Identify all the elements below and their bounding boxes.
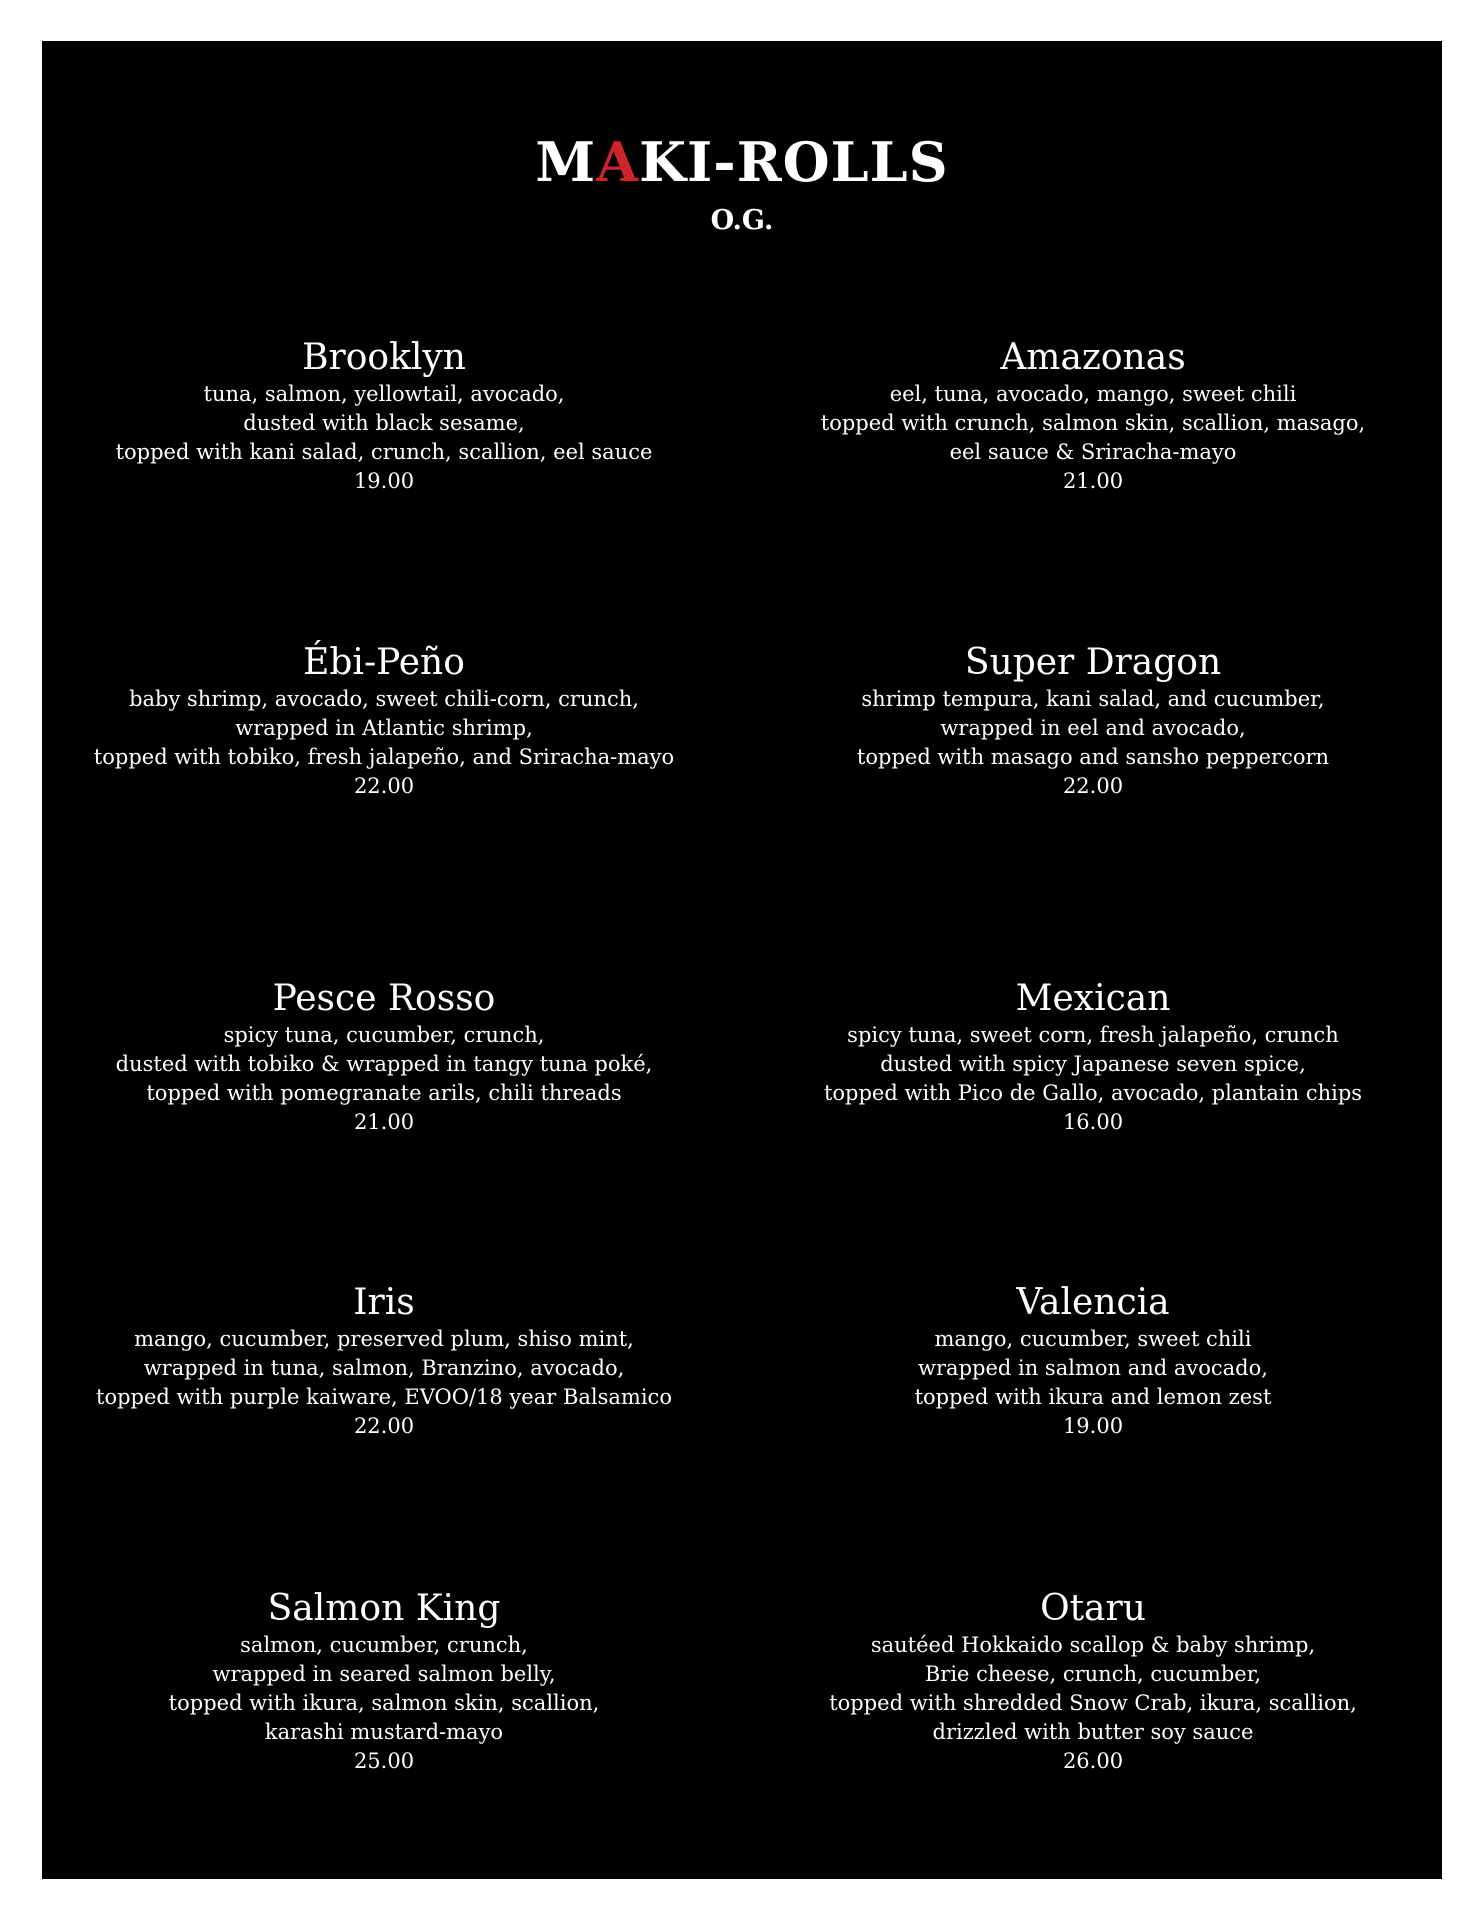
- item-description-line: topped with shredded Snow Crab, ikura, scallion,: [829, 1691, 1357, 1715]
- item-description-line: wrapped in salmon and avocado,: [918, 1356, 1268, 1380]
- item-description-line: eel sauce & Sriracha-mayo: [949, 440, 1237, 464]
- item-name: Salmon King: [267, 1588, 501, 1629]
- item-name: Ébi-Peño: [303, 642, 465, 683]
- item-description-line: topped with kani salad, crunch, scallion, eel sauce: [115, 440, 653, 464]
- item-name: Otaru: [1040, 1588, 1146, 1629]
- item-price: 22.00: [1062, 774, 1124, 798]
- menu-item-ebi-peno: [64, 641, 704, 801]
- item-description: [773, 685, 1413, 772]
- item-price: 22.00: [353, 774, 415, 798]
- item-description-line: topped with pomegranate arils, chili threads: [146, 1081, 622, 1105]
- item-name: Brooklyn: [302, 337, 466, 378]
- item-description-line: topped with ikura and lemon zest: [914, 1385, 1272, 1409]
- item-description-line: topped with purple kaiware, EVOO/18 year Balsamico: [96, 1385, 672, 1409]
- item-description-line: drizzled with butter soy sauce: [932, 1720, 1254, 1744]
- item-description-line: dusted with tobiko & wrapped in tangy tuna poké,: [115, 1052, 653, 1076]
- item-description: [773, 1631, 1413, 1747]
- item-description-line: dusted with black sesame,: [243, 411, 525, 435]
- item-description: [773, 1021, 1413, 1108]
- item-name: Amazonas: [1000, 337, 1186, 378]
- item-description-line: baby shrimp, avocado, sweet chili-corn, crunch,: [129, 687, 639, 711]
- item-description-line: eel, tuna, avocado, mango, sweet chili: [889, 382, 1297, 406]
- item-price: 22.00: [353, 1414, 415, 1438]
- menu-item-amazonas: [773, 336, 1413, 496]
- item-description-line: topped with Pico de Gallo, avocado, plantain chips: [823, 1081, 1363, 1105]
- item-description-line: wrapped in Atlantic shrimp,: [235, 716, 533, 740]
- item-price: 26.00: [1062, 1749, 1124, 1773]
- item-description: [64, 685, 704, 772]
- item-description: [64, 380, 704, 467]
- item-price: 21.00: [353, 1110, 415, 1134]
- item-description-line: salmon, cucumber, crunch,: [240, 1633, 528, 1657]
- item-description-line: shrimp tempura, kani salad, and cucumber,: [861, 687, 1325, 711]
- item-description: [64, 1631, 704, 1747]
- item-price: 21.00: [1062, 469, 1124, 493]
- item-price: 19.00: [353, 469, 415, 493]
- menu-panel: [42, 41, 1442, 1879]
- item-description-line: sautéed Hokkaido scallop & baby shrimp,: [870, 1633, 1316, 1657]
- item-name: Iris: [353, 1282, 415, 1323]
- item-price: 19.00: [1062, 1414, 1124, 1438]
- item-name: Pesce Rosso: [272, 978, 496, 1019]
- item-price: 25.00: [353, 1749, 415, 1773]
- menu-title-accent-letter: A: [596, 130, 640, 194]
- item-description-line: mango, cucumber, preserved plum, shiso mint,: [134, 1327, 634, 1351]
- item-description-line: spicy tuna, cucumber, crunch,: [223, 1023, 545, 1047]
- menu-subtitle: O.G.: [710, 205, 774, 236]
- item-description-line: mango, cucumber, sweet chili: [934, 1327, 1252, 1351]
- menu-item-pesce-rosso: [64, 977, 704, 1137]
- item-price: 16.00: [1062, 1110, 1124, 1134]
- item-description-line: topped with crunch, salmon skin, scallion, masago,: [820, 411, 1366, 435]
- item-description-line: wrapped in eel and avocado,: [940, 716, 1246, 740]
- item-name: Mexican: [1015, 978, 1171, 1019]
- menu-title: [42, 127, 1442, 197]
- item-name: Super Dragon: [964, 642, 1222, 683]
- item-description-line: topped with masago and sansho peppercorn: [856, 745, 1330, 769]
- menu-item-super-dragon: [773, 641, 1413, 801]
- menu-item-valencia: [773, 1281, 1413, 1441]
- item-description: [773, 380, 1413, 467]
- item-description: [64, 1325, 704, 1412]
- item-description-line: topped with tobiko, fresh jalapeño, and Sriracha-mayo: [93, 745, 675, 769]
- item-description-line: topped with ikura, salmon skin, scallion,: [168, 1691, 600, 1715]
- menu-item-salmon-king: [64, 1587, 704, 1776]
- item-description-line: wrapped in seared salmon belly,: [212, 1662, 556, 1686]
- item-description-line: dusted with spicy Japanese seven spice,: [880, 1052, 1306, 1076]
- menu-title-part-1: M: [535, 130, 597, 194]
- item-description-line: wrapped in tuna, salmon, Branzino, avocado,: [143, 1356, 625, 1380]
- menu-item-mexican: [773, 977, 1413, 1137]
- item-description-line: Brie cheese, crunch, cucumber,: [924, 1662, 1262, 1686]
- item-description-line: karashi mustard-mayo: [264, 1720, 504, 1744]
- item-description-line: tuna, salmon, yellowtail, avocado,: [203, 382, 565, 406]
- menu-item-iris: [64, 1281, 704, 1441]
- menu-item-otaru: [773, 1587, 1413, 1776]
- menu-title-part-2: KI-ROLLS: [639, 130, 949, 194]
- item-name: Valencia: [1016, 1282, 1170, 1323]
- menu-item-brooklyn: [64, 336, 704, 496]
- item-description: [773, 1325, 1413, 1412]
- item-description-line: spicy tuna, sweet corn, fresh jalapeño, crunch: [847, 1023, 1339, 1047]
- item-description: [64, 1021, 704, 1108]
